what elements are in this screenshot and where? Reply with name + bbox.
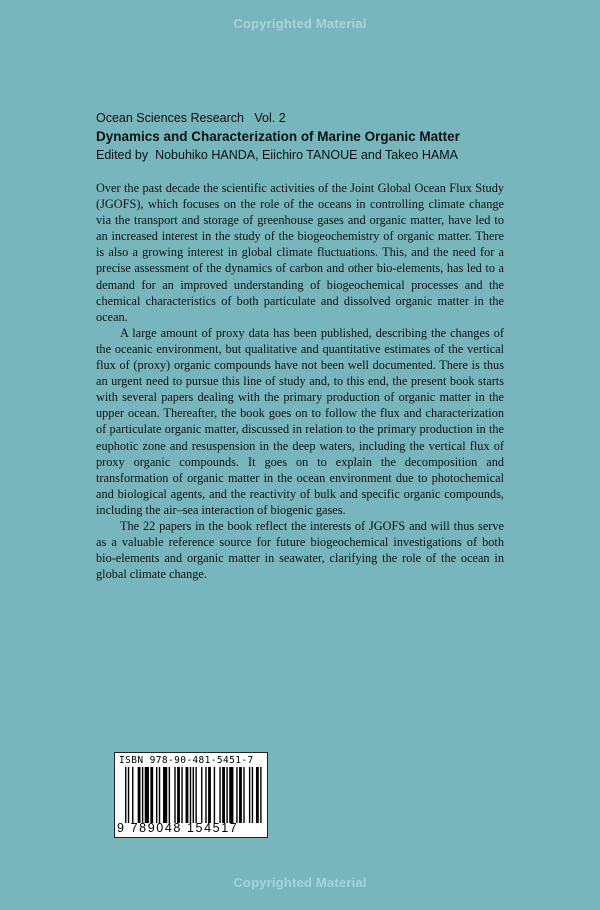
isbn-label: ISBN 978-90-481-5451-7 (119, 755, 254, 766)
barcode-bar (138, 767, 141, 823)
barcode-bar (249, 767, 250, 823)
paragraph-3: The 22 papers in the book reflect the interests of JGOFS and will thus serve as a valuable reference source for future biogeochemical investigations of both bio-elements and organic matter in seawater, clarifying the role of the ocean in global climate change. (96, 518, 504, 582)
barcode-bar (201, 767, 202, 823)
barcode-bar (256, 767, 259, 823)
barcode-bar (195, 767, 196, 823)
watermark-bottom: Copyrighted Material (233, 875, 367, 890)
barcode-bar (252, 767, 253, 823)
barcode-bar (222, 767, 225, 823)
watermark-top: Copyrighted Material (233, 16, 367, 31)
editors-line: Edited by Nobuhiko HANDA, Eiichiro TANOUE and Takeo HAMA (96, 148, 458, 162)
barcode-bar (132, 767, 133, 823)
barcode-bar (236, 767, 237, 823)
description-text (96, 180, 504, 582)
isbn-barcode (114, 752, 268, 838)
barcode-bar (205, 767, 206, 823)
barcode-bar (174, 767, 175, 823)
barcode-bars (125, 767, 263, 823)
barcode-bar (226, 767, 227, 823)
barcode-bar (229, 767, 233, 823)
barcode-bar (128, 767, 129, 823)
barcode-bar (145, 767, 149, 823)
barcode-number: 9 789048 154517 (117, 821, 239, 835)
barcode-bar (163, 767, 167, 823)
barcode-bar (208, 767, 211, 823)
series-line: Ocean Sciences Research Vol. 2 (96, 111, 286, 125)
barcode-bar (125, 767, 126, 823)
barcode-bar (156, 767, 157, 823)
barcode-bar (142, 767, 143, 823)
barcode-bar (159, 767, 160, 823)
barcode-bar (243, 767, 244, 823)
barcode-bar (190, 767, 191, 823)
paragraph-1: Over the past decade the scientific activities of the Joint Global Ocean Flux Study (JGOFS), which focuses on the role of the oceans in controlling climate change via the transport and storage of greenhouse gases and organic matter, have led to an increased interest in the study of the biogeochemistry of organic matter. There is also a growing interest in global climate fluctuations. This, and the need for a precise assessment of the dynamics of carbon and other bio-elements, has led to a demand for an improved understanding of biogeochemical processes and the chemical characteristics of both particulate and dissolved organic matter in the ocean. (96, 181, 504, 324)
barcode-bar (181, 767, 182, 823)
barcode-bar (193, 767, 194, 823)
paragraph-2: A large amount of proxy data has been published, describing the changes of the oceanic environment, but qualitative and quantitative estimates of the vertical flux of (proxy) organic compounds have not been well documented. There is thus an urgent need to pursue this line of study and, to this end, the present book starts with several papers dealing with the primary production of organic matter in the upper ocean. Thereafter, the book goes on to follow the flux and characterization of particulate organic matter, discussed in relation to the primary production in the euphotic zone and resuspension in the deep waters, including the vertical flux of proxy organic compounds. It goes on to explain the decomposition and transformation of organic matter in the ocean environment due to photochemical and biological agents, and the reactivity of bulk and specific organic compounds, including the air–sea interaction of biogenic gases. (96, 325, 504, 517)
barcode-bar (214, 767, 215, 823)
barcode-bar (150, 767, 153, 823)
barcode-bar (219, 767, 220, 823)
barcode-bar (186, 767, 189, 823)
barcode-bar (260, 767, 261, 823)
barcode-bar (177, 767, 180, 823)
book-header (96, 110, 516, 164)
barcode-bar (239, 767, 242, 823)
barcode-bar (169, 767, 170, 823)
book-title: Dynamics and Characterization of Marine Organic Matter (96, 129, 460, 144)
